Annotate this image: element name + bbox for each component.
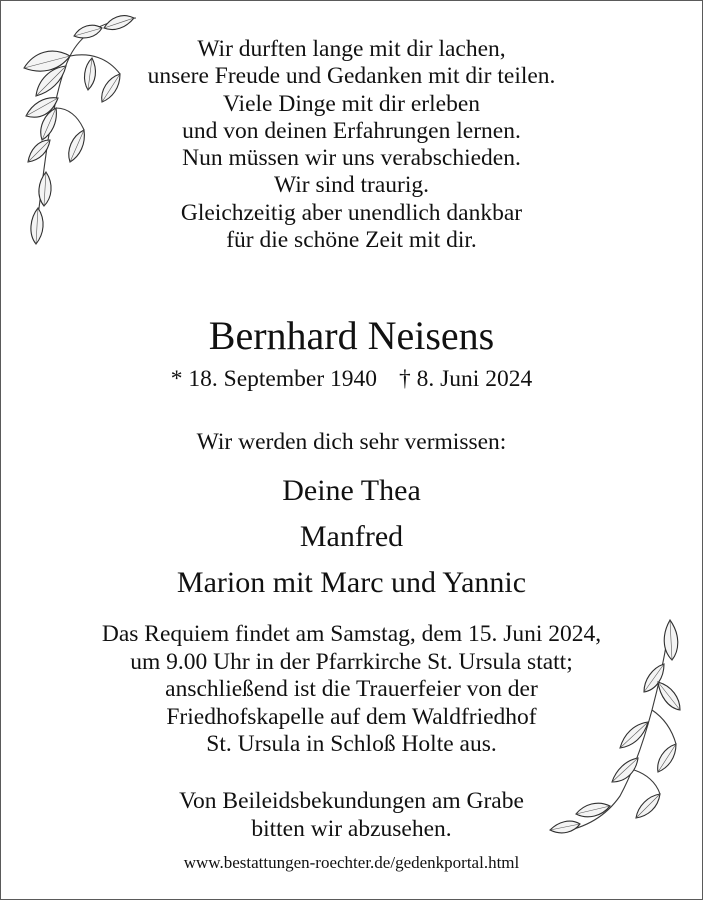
birth-date: * 18. September 1940 <box>170 366 378 392</box>
poem-line: Wir sind traurig. <box>273 172 430 199</box>
condolence-line: Von Beileidsbekundungen am Grabe <box>179 788 524 814</box>
life-dates <box>0 364 703 394</box>
poem-line: und von deinen Erfahrungen lernen. <box>182 117 521 144</box>
condolence-line: bitten wir abzusehen. <box>251 815 452 842</box>
service-line: Das Requiem findet am Samstag, dem 15. Juni 2024, <box>101 621 602 647</box>
mourner-name: Deine Thea <box>282 474 421 507</box>
service-line: um 9.00 Uhr in der Pfarrkirche St. Ursula statt; <box>130 648 573 675</box>
service-announcement <box>0 621 703 759</box>
poem-line: unsere Freude und Gedanken mit dir teilen. <box>147 63 556 90</box>
deceased-name: Bernhard Neisens <box>208 313 495 358</box>
service-line: St. Ursula in Schloß Holte aus. <box>206 731 497 758</box>
service-line: anschließend ist die Trauerfeier von der <box>165 676 538 703</box>
mourner-name: Marion mit Marc und Yannic <box>176 566 527 599</box>
poem-line: Wir durften lange mit dir lachen, <box>197 36 506 62</box>
poem-line: Viele Dinge mit dir erleben <box>223 90 480 117</box>
poem-line: für die schöne Zeit mit dir. <box>226 227 477 254</box>
death-date: † 8. Juni 2024 <box>399 366 533 392</box>
service-line: Friedhofskapelle auf dem Waldfriedhof <box>166 703 537 730</box>
memorial-portal-link[interactable]: www.bestattungen-roechter.de/gedenkportal.html <box>183 853 520 872</box>
condolence-note <box>0 788 703 843</box>
memorial-poem <box>0 36 703 254</box>
mourner-name: Manfred <box>299 520 404 553</box>
poem-line: Gleichzeitig aber unendlich dankbar <box>180 199 523 226</box>
mourners-intro: Wir werden dich sehr vermissen: <box>196 429 507 455</box>
poem-line: Nun müssen wir uns verabschieden. <box>182 145 521 172</box>
